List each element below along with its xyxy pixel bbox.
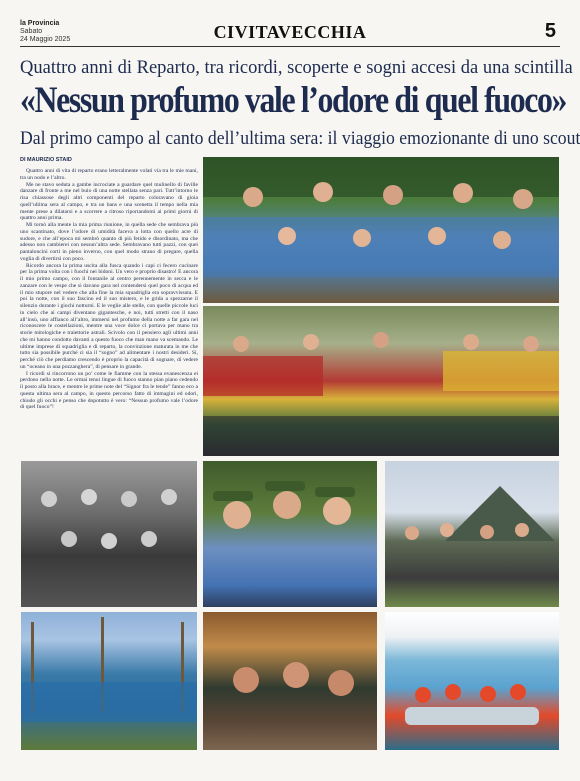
day-of-week: Sabato <box>20 28 43 35</box>
group-photo-scouts-forest <box>203 157 559 303</box>
publication-date: 24 Maggio 2025 <box>20 36 71 43</box>
article-paragraph: I ricordi si rincorrono un po’ come le fiamme con la stessa evanescenza ei perdono nella notte. Le ormai tenui lingue di fuoco stanno pian piano cedendo il posto alla brace, e mentre le prime note del “Signor fra le tende” fanno eco a questa ultima sera al campo, in questo percorso fatto di immagini ed odori, chiudo gli occhi e penso che dopotutto è vero: “Nessun profumo vale l’odore di quel fuoco”! <box>20 370 198 411</box>
scouts-closeup-green-hats <box>203 461 377 607</box>
article-byline: DI MAURIZIO STAID <box>20 157 72 163</box>
article-body <box>20 168 198 458</box>
article-paragraph: Me ne stavo seduta a gambe incrociate a guardare quel mulinello di faville danzare di fronte a me nel buio di una notte stellata senza pari. Tutt’intorno le risa chiassose degli altri componenti del reparto coloravano di gioia quell’ultima sera al campo, e tra un bans e una scenetta il tempo nella mia mente prese a dilatarsi e a scorrere a ritroso riportandomi ai primi giorni di quattro anni prima. <box>20 181 198 222</box>
article-paragraph: Mi tornò alla mente la mia prima riunione, in quella sede che sembrava più uno scantinato, dove l’odore di umidità faceva a lotta con quello acre di sudore, e che all’epoca mi sembrò quanto di più fetido e disordinato, ma che adesso non cambierei con nessun’altra sede. Sembravano tutti pazzi, con quei pantaloncini corti in pieno inverno, con quel modo strano di pregare, quella voglia di divertirsi con poco. <box>20 222 198 262</box>
article-paragraph: Quattro anni di vita di reparto erano letteralmente volati via tra le mie mani, tra un nodo e l’altro. <box>20 168 198 181</box>
section-title: CIVITAVECCHIA <box>213 22 367 42</box>
page-number: 5 <box>544 20 556 42</box>
scouts-raft-on-water <box>385 612 559 750</box>
masthead: la Provincia <box>20 20 60 27</box>
article-headline: «Nessun profumo vale l’odore di quel fuoco» <box>20 80 567 121</box>
article-paragraph: Ricordo ancora la prima uscita alla fusca quando i capi ci fecero cucinare per la prima volta con i fuochi nei bidoni. Un vero e proprio disastro! E ancora il mio primo campo, con il fontanile al centro perennemente in secca e le zanzare con le vespe che si davano gara nel contendersi quel poco di acqua ed il mio stupore nel vedere che alla fine la mia squadriglia era sopravvissuta. E poi la notte, con il suo fascino ed il suo mistero, e le grida a spezzarne il silenzio durante i giochi notturni. E le veglie alle stelle, con quelle piccole luci in cielo che ai campi diventano gigantesche, e noi, tutti stretti con il naso all’insù, uno affianco all’altro, immersi nel profumo della notte a far gara nel riconoscere le costellazioni, mentre una voce dolce ci portava per mano tra storie mitologiche e traiettorie astrali. Scivolo con il pensiero agli ultimi anni che mi hanno condotto davanti a questo fuoco che man mano va scemando. Le ultime imprese di squadriglia e di reparto, la convinzione maturata in me che tutto sia possibile purché ci sia il “sogno” ad alimentare i nostri desideri. Sì, perché ciò che perdiamo crescendo è proprio la capacità di sognare, di vedere un “oceano in una pozzanghera”, di pensare in grande. <box>20 262 198 370</box>
scouts-in-front-of-pole-structure <box>21 612 197 750</box>
group-photo-scouts-red-yellow <box>203 306 559 456</box>
scouts-at-dusk <box>203 612 377 750</box>
article-kicker: Quattro anni di Reparto, tra ricordi, scoperte e sogni accesi da una scintilla <box>20 58 573 78</box>
scouts-camp-tent <box>385 461 559 607</box>
article-subhead: Dal primo campo al canto dell’ultima sera: il viaggio emozionante di uno scout <box>20 128 580 149</box>
vintage-bw-scout-group <box>21 461 197 607</box>
page-header <box>20 18 560 47</box>
